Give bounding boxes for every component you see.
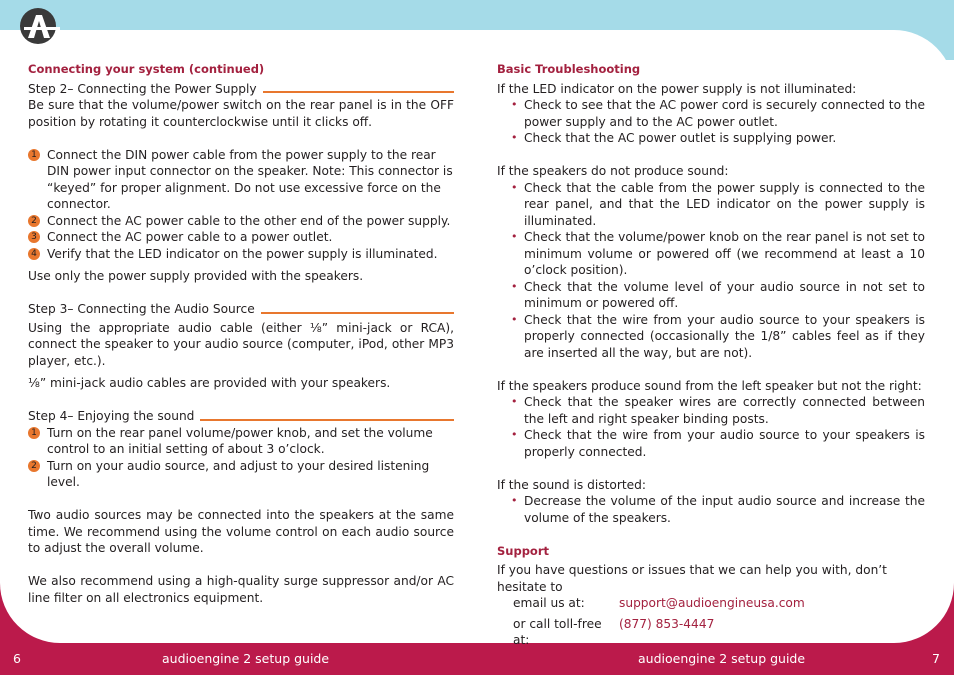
step-heading <box>28 408 454 425</box>
footer-title-left: audioengine 2 setup guide <box>162 651 330 666</box>
phone-link[interactable]: (877) 853-4447 <box>619 616 715 631</box>
list-item-text: Check that the AC power outlet is supplying power. <box>524 131 837 145</box>
step-label: Step 2– Connecting the Power Supply <box>28 81 257 96</box>
list-item-text: Connect the AC power cable to the other end of the power supply. <box>47 213 451 228</box>
number-badge: 4 <box>28 248 40 260</box>
numbered-list-item <box>28 147 454 213</box>
paragraph: Use only the power supply provided with the speakers. <box>28 269 364 283</box>
paragraph: ⅛” mini-jack audio cables are provided with your speakers. <box>28 376 391 390</box>
email-label: email us at: <box>513 596 585 610</box>
step-label: Step 4– Enjoying the sound <box>28 409 195 423</box>
numbered-list-item <box>28 425 454 458</box>
list-item-text: Check that the volume level of your audio source in not set to minimum or powered off. <box>524 279 925 310</box>
bullet-list-item <box>497 493 925 526</box>
step-heading <box>28 301 454 318</box>
step-heading <box>28 81 454 98</box>
section-heading: Connecting your system (continued) <box>28 62 265 76</box>
email-row <box>497 595 925 612</box>
paragraph: We also recommend using a high-quality surge suppressor and/or AC line filter on all electronics equipment. <box>28 574 454 605</box>
phone-row <box>497 616 925 649</box>
numbered-list-item <box>28 246 454 263</box>
number-badge: 1 <box>28 427 40 439</box>
bullet-list-item <box>497 130 925 147</box>
numbered-list-item <box>28 229 454 246</box>
bullet-list <box>497 493 925 526</box>
question: If the LED indicator on the power supply is not illuminated: <box>497 81 857 96</box>
page-number-left: 6 <box>13 651 21 666</box>
bullet-list-item <box>497 279 925 312</box>
bullet-icon: • <box>511 428 518 441</box>
bullet-icon: • <box>511 98 518 111</box>
number-badge: 3 <box>28 231 40 243</box>
support-heading: Support <box>497 543 550 558</box>
step-rule <box>263 91 454 93</box>
bullet-icon: • <box>511 279 518 293</box>
bullet-icon: • <box>511 180 518 194</box>
numbered-list-item <box>28 213 454 230</box>
phone-label: or call toll-free at: <box>513 616 602 647</box>
number-badge: 1 <box>28 149 40 161</box>
support-text: If you have questions or issues that we can help you with, don’t hesitate to <box>497 563 887 594</box>
list-item-text: Check that the wire from your audio source to your speakers is properly connected. <box>524 428 925 459</box>
question: If the speakers produce sound from the left speaker but not the right: <box>497 378 922 393</box>
section-heading: Basic Troubleshooting <box>497 62 641 76</box>
bullet-list-item <box>497 97 925 130</box>
paragraph: Two audio sources may be connected into the speakers at the same time. We recommend using the volume control on each audio source to adjust the overall volume. <box>28 508 454 555</box>
bullet-list-item <box>497 427 925 460</box>
bullet-icon: • <box>511 312 518 326</box>
email-link[interactable]: support@audioengineusa.com <box>619 596 805 610</box>
list-item-text: Verify that the LED indicator on the power supply is illuminated. <box>47 246 438 261</box>
list-item-text: Check to see that the AC power cord is securely connected to the power supply and to the AC power outlet. <box>524 98 925 129</box>
bullet-list-item <box>497 394 925 427</box>
number-badge: 2 <box>28 460 40 472</box>
bullet-icon: • <box>511 230 518 243</box>
numbered-list <box>28 147 454 263</box>
list-item-text: Check that the cable from the power supply is connected to the rear panel, and that the LED indicator on the power supply is illuminated. <box>524 180 925 228</box>
bullet-list-item <box>497 229 925 279</box>
bullet-icon: • <box>511 494 518 507</box>
list-item-text: Connect the AC power cable to a power outlet. <box>47 230 333 244</box>
page-number-right: 7 <box>932 651 940 666</box>
bullet-icon: • <box>511 395 518 408</box>
bullet-list <box>497 97 925 147</box>
list-item-text: Check that the wire from your audio source to your speakers is properly connected (occasionally the 1/8” cables feel as if they are inserted all the way, but are not). <box>524 312 925 360</box>
footer-title-right: audioengine 2 setup guide <box>638 651 806 666</box>
question: If the speakers do not produce sound: <box>497 164 729 178</box>
paragraph: Be sure that the volume/power switch on the rear panel is in the OFF position by rotating it counterclockwise until it clicks off. <box>28 98 454 129</box>
right-column <box>497 61 925 649</box>
bullet-list-item <box>497 180 925 230</box>
bullet-list <box>497 180 925 362</box>
left-column <box>28 61 454 606</box>
paragraph: Using the appropriate audio cable (either ⅛” mini-jack or RCA), connect the speaker to your audio source (computer, iPod, other MP3 player, etc.). <box>28 320 454 368</box>
numbered-list <box>28 425 454 491</box>
list-item-text: Turn on the rear panel volume/power knob, and set the volume control to an initial setting of about 3 o’clock. <box>47 425 433 456</box>
step-label: Step 3– Connecting the Audio Source <box>28 302 255 316</box>
numbered-list-item <box>28 458 454 491</box>
audioengine-logo-icon <box>14 7 64 45</box>
question: If the sound is distorted: <box>497 477 646 492</box>
list-item-text: Check that the speaker wires are correctly connected between the left and right speaker binding posts. <box>524 395 925 426</box>
step-rule <box>261 312 454 314</box>
step-rule <box>200 419 454 421</box>
list-item-text: Decrease the volume of the input audio source and increase the volume of the speakers. <box>524 494 925 525</box>
bullet-icon: • <box>511 131 518 144</box>
list-item-text: Turn on your audio source, and adjust to your desired listening level. <box>47 458 430 489</box>
number-badge: 2 <box>28 215 40 227</box>
list-item-text: Connect the DIN power cable from the power supply to the rear DIN power input connector on the speaker. Note: This connector is “keyed” for proper alignment. Do not use excessive force on the connector. <box>47 147 453 211</box>
bullet-list-item <box>497 312 925 362</box>
list-item-text: Check that the volume/power knob on the rear panel is not set to minimum volume or powered off (we recommend at least a 10 o’clock position). <box>524 230 925 277</box>
bullet-list <box>497 394 925 460</box>
